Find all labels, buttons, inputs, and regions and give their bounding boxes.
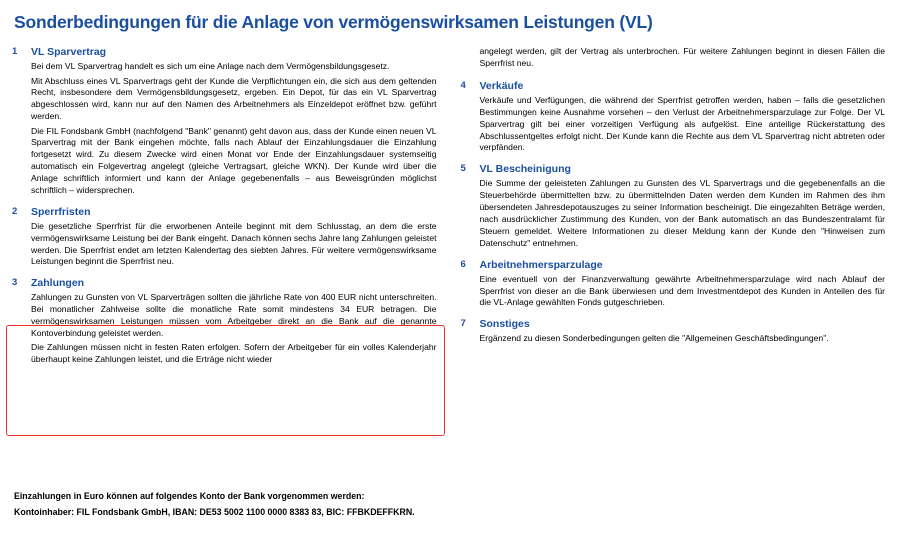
paragraph: Ergänzend zu diesen Sonderbedingungen gelten die "Allgemeinen Geschäftsbedingungen".: [479, 333, 829, 344]
section-vl-sparvertrag: [12, 46, 437, 197]
section-heading: [12, 206, 437, 220]
section-heading: [12, 277, 437, 291]
section-title: Verkäufe: [479, 79, 524, 92]
section-body: [461, 274, 886, 310]
section-number: 1: [12, 46, 18, 58]
section-title: Sperrfristen: [31, 205, 91, 218]
paragraph: Die gesetzliche Sperrfrist für die erworbenen Anteile beginnt mit dem Schlusstag, an dem die erste vermögenswirksame Leistung bei der Bank eingeht. Danach können sechs Jahre lang Zahlungen geleistet werden. Die Sperrfrist endet am letzten Kalendertag des siebten Jahres. Für weitere vermögenswirksame Leistungen beginnt die Sperrfrist neu.: [31, 220, 437, 267]
section-number: 7: [460, 318, 466, 330]
section-number: 3: [12, 277, 18, 289]
section-heading: [12, 46, 437, 60]
footer-line-account: Kontoinhaber: FIL Fondsbank GmbH, IBAN: DE53 5002 1100 0000 8383 83, BIC: FFBKDEFFKRN.: [14, 507, 415, 518]
page-title: Sonderbedingungen für die Anlage von vermögenswirksamen Leistungen (VL): [14, 12, 653, 32]
paragraph: Eine eventuell von der Finanzverwaltung gewährte Arbeitnehmersparzulage wird nach Ablauf der Sperrfrist von dieser an die Bank überwiesen und dem Investmentdepot des Kunden in Anteilen des für die VL-Anlage gewählten Fonds gutgeschrieben.: [479, 273, 885, 308]
section-sonstiges: [461, 318, 886, 345]
section-body: [12, 292, 437, 366]
section-body: [461, 178, 886, 249]
right-column: [461, 46, 886, 375]
continuation-paragraph: angelegt werden, gilt der Vertrag als unterbrochen. Für weitere Zahlungen beginnt in diesen Fällen die Sperrfrist neu.: [479, 46, 885, 68]
section-title: Arbeitnehmersparzulage: [479, 258, 603, 271]
section-sperrfristen: [12, 206, 437, 269]
section-body: [461, 95, 886, 154]
footer-bank-details: [14, 488, 415, 521]
paragraph: Die FIL Fondsbank GmbH (nachfolgend "Bank" genannt) geht davon aus, dass der Kunde einen neuen VL Sparvertrag mit der Bank eingehen möchte, falls nach Ablauf der Einzahlungsdauer die Einzahlung fortgesetzt wird. Zu diesem Zwecke wird einen Monat vor Ende der Einzahlungsdauer systemseitig automatisch ein Folgevertrag angelegt (gleiche Vertragsart, gleiche WKN). Der Kunde wird über die Anlage schriftlich informiert und kann der Anlage gegebenenfalls – aus Beweisgründen möglichst schriftlich – widersprechen.: [31, 125, 437, 195]
section-arbeitnehmersparzulage: [461, 259, 886, 310]
footer-line-payments: Einzahlungen in Euro können auf folgendes Konto der Bank vorgenommen werden:: [14, 490, 365, 501]
section-body: [12, 221, 437, 268]
section-verkaeufe: [461, 80, 886, 154]
paragraph: Die Summe der geleisteten Zahlungen zu Gunsten des VL Sparvertrags und die gegebenenfalls an die Steuerbehörde übermittelten bzw. zu übermittelnden Daten werden dem Kunden im Rahmen des ihm übersendeten Jahresdepotauszuges zu seiner Information bescheinigt. Die eingezahlten Beträge werden, nach ausdrücklicher Zustimmung des Kunden, von der Bank automatisch an das Bundeszentralamt für Steuern gemeldet. Weitere Informationen zu dieser Meldung kann der Kunde den "Hinweisen zum Datenschutz" entnehmen.: [479, 178, 885, 248]
section-heading: [461, 163, 886, 177]
paragraph: Zahlungen zu Gunsten von VL Sparverträgen sollten die jährliche Rate von 400 EUR nicht unterschreiten. Bei monatlicher Zahlweise sollte die monatliche Rate somit mindestens 34 EUR betragen. Die vermögenswirksamen Leistungen müssen vom Arbeitgeber direkt an die Bank auf die genannte Kontoverbindung geleistet werden.: [31, 292, 437, 339]
paragraph: Mit Abschluss eines VL Sparvertrags geht der Kunde die Verpflichtungen ein, die sich aus dem geltenden Recht, insbesondere dem Vermögensbildungsgesetz, ergeben. Ein Depot, für das ein VL Sparvertrag abgeschlossen wird, kann nur auf den Namen des Arbeitnehmers als Einzeldepot eröffnet bzw. geführt werden.: [31, 75, 437, 122]
section-title: Sonstiges: [479, 318, 530, 331]
section-title: Zahlungen: [31, 277, 85, 290]
section-title: VL Sparvertrag: [31, 46, 107, 59]
section-heading: [461, 259, 886, 273]
section-number: 6: [460, 258, 466, 270]
paragraph: Verkäufe und Verfügungen, die während der Sperrfrist getroffen werden, haben – falls die gesetzlichen Bestimmungen keine Ausnahme vorsehen – den Verlust der Arbeitnehmersparzulage zur Folge. Der VL Sparvertrag gilt bei einer vorzeitigen Verfügung als aufgelöst. Eine anteilige Rückerstattung des Abschlussentgeltes erfolgt nicht. Der Kunde kann die Rechte aus dem VL Sparvertrag nicht abtreten oder verpfänden.: [479, 94, 885, 153]
section-heading: [461, 80, 886, 94]
section-number: 2: [12, 205, 18, 217]
section-number: 4: [460, 79, 466, 91]
paragraph: Bei dem VL Sparvertrag handelt es sich um eine Anlage nach dem Vermögensbildungsgesetz.: [31, 61, 390, 72]
two-column-body: [12, 46, 885, 375]
section-body: [12, 61, 437, 196]
section-title: VL Bescheinigung: [479, 163, 571, 176]
left-column: [12, 46, 437, 375]
section-body: [461, 333, 886, 345]
paragraph: Die Zahlungen müssen nicht in festen Raten erfolgen. Sofern der Arbeitgeber für ein volles Kalenderjahr überhaupt keine Zahlungen leistet, und die Erträge nicht wieder: [31, 342, 437, 365]
section-zahlungen: [12, 277, 437, 366]
section-number: 5: [460, 163, 466, 175]
section-vl-bescheinigung: [461, 163, 886, 249]
section-heading: [461, 318, 886, 332]
